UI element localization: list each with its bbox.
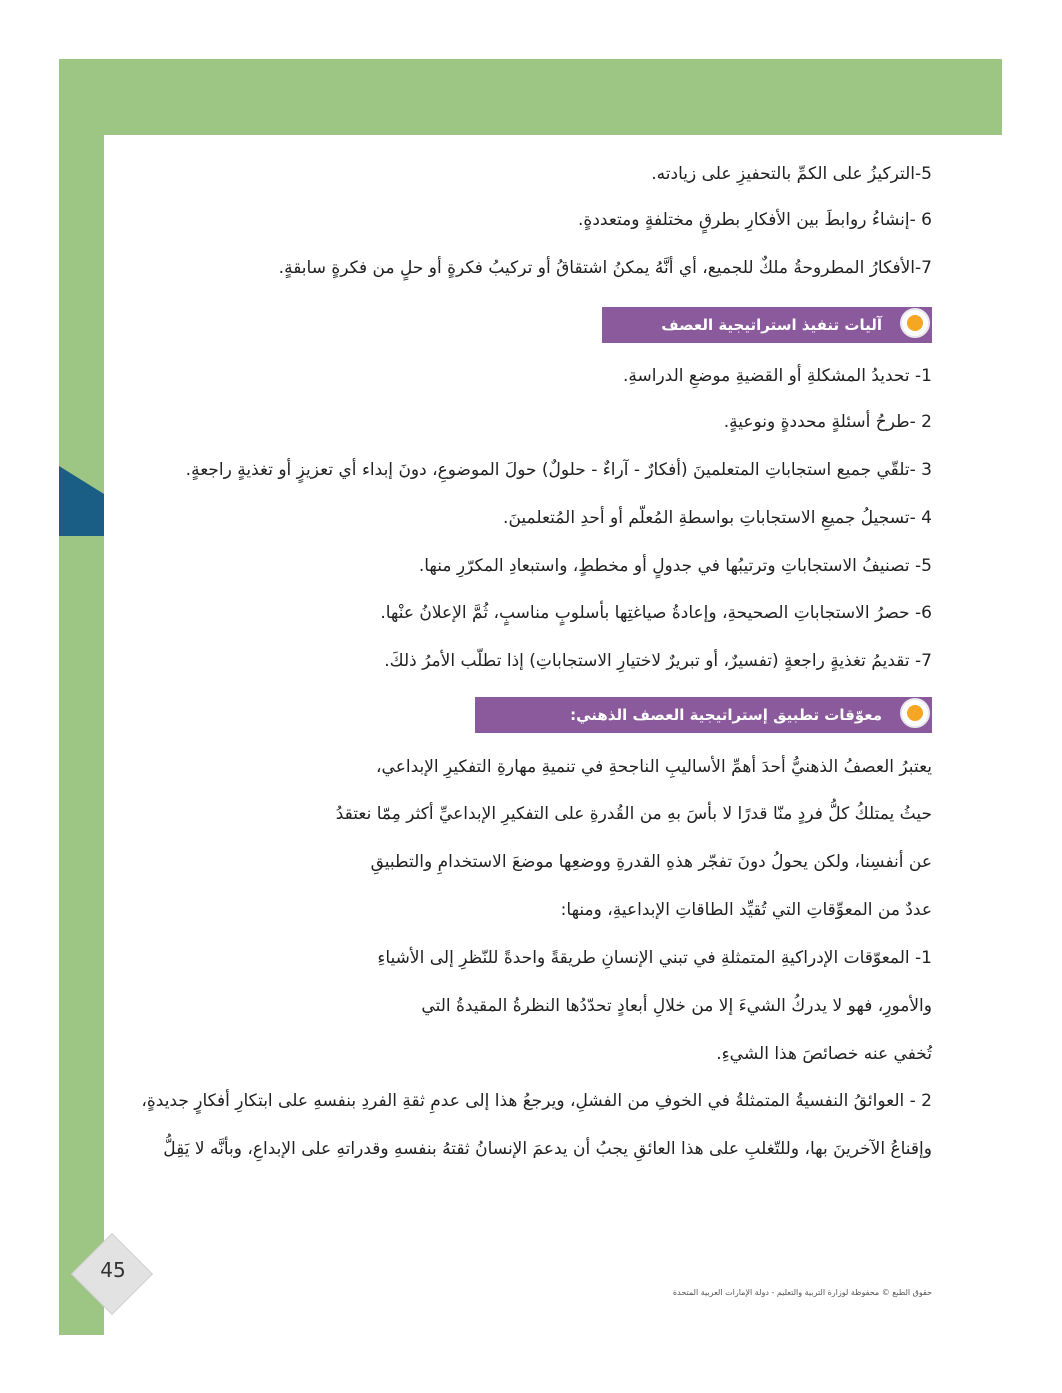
top-green-band: [59, 59, 1002, 135]
section-heading-text: آليات تنفيذ استراتيجية العصف الذهني:: [661, 316, 882, 370]
list-item: 7- تقديمُ تغذيةٍ راجعةٍ (تفسيرٌ، أو تبريرٌ لاختيارِ الاستجاباتِ) إذا تطلّب الأمرُ ذلكَ.: [384, 651, 932, 671]
list-item: 5-التركيزُ على الكمِّ بالتحفيزِ على زيادته.: [651, 164, 932, 184]
paragraph-line: 1- المعوّقات الإدراكيةِ المتمثلةِ في تبني الإنسانِ طريقةً واحدةً للنّظرِ إلى الأشياءِ: [377, 948, 932, 968]
list-item: 3 -تلقّي جميع استجاباتِ المتعلمينَ (أفكارٌ - آراءٌ - حلولٌ) حولَ الموضوعِ، دونَ إبداء أي تعزيزٍ أو تغذيةٍ راجعةٍ.: [185, 460, 932, 480]
copyright-footer: حقوق الطبع © محفوظة لوزارة التربية والتعليم - دولة الإمارات العربية المتحدة: [672, 1288, 932, 1297]
list-item: 6- حصرُ الاستجاباتِ الصحيحةِ، وإعادةُ صياغتِها بأسلوبٍ مناسبٍ، ثُمَّ الإعلانُ عنْها.: [380, 603, 932, 623]
paragraph-line: وإقناعُ الآخرينَ بها، وللتّغلبِ على هذا العائقِ يجبُ أن يدعمَ الإنسانُ ثقتهُ بنفسهِ وقدراتهِ على الإبداعِ، وبأنَّه لا يَقِلُّ: [163, 1139, 932, 1159]
list-item: 4 -تسجيلُ جميعِ الاستجاباتِ بواسطةِ المُعلّم أو أحدِ المُتعلمينَ.: [503, 508, 932, 528]
paragraph-line: تُخفي عنه خصائصَ هذا الشيءِ.: [716, 1044, 932, 1064]
list-item: 1- تحديدُ المشكلةِ أو القضيةِ موضعِ الدراسةِ.: [622, 366, 932, 386]
orange-bullet-icon: [900, 698, 930, 728]
section-heading-mechanisms: [602, 307, 932, 370]
paragraph-line: يعتبرُ العصفُ الذهنيُّ أحدَ أهمِّ الأساليبِ الناجحةِ في تنميةِ مهارةِ التفكيرِ الإبداعي،: [376, 757, 932, 777]
paragraph-line: حيثُ يمتلكُ كلُّ فردٍ منّا قدرًا لا بأسَ بهِ من القُدرةِ على التفكيرِ الإبداعيِّ أكثر مِمّا نعتقدُ: [335, 804, 932, 824]
page-number: 45: [100, 1258, 126, 1282]
side-green-band: [59, 135, 104, 1335]
list-item: 5- تصنيفُ الاستجاباتِ وترتيبُها في جدولٍ أو مخططٍ، واستبعادِ المكرّرِ منها.: [418, 556, 932, 576]
list-item: 7-الأفكارُ المطروحةُ ملكٌ للجميع، أي أنَّهُ يمكنُ اشتقاقُ أو تركيبُ فكرةٍ أو حلٍ من فكرةٍ سابقةٍ.: [278, 258, 932, 278]
section-heading-text: معوّقات تطبيق إستراتيجية العصف الذهني:: [570, 706, 882, 724]
paragraph-line: عن أنفسِنا، ولكن يحولُ دونَ تفجّر هذهِ القدرةِ ووضعِها موضعَ الاستخدامِ والتطبيقِ: [370, 852, 932, 872]
section-heading-obstacles: [475, 697, 932, 733]
list-item: 6 -إنشاءُ روابطَ بين الأفكارِ بطرقٍ مختلفةٍ ومتعددةٍ.: [578, 210, 932, 230]
list-item: 2 -طرحُ أسئلةٍ محددةٍ ونوعيةٍ.: [723, 412, 932, 432]
orange-bullet-icon: [900, 308, 930, 338]
paragraph-line: 2 - العوائقُ النفسيةُ المتمثلةُ في الخوفِ من الفشلِ، ويرجعُ هذا إلى عدمِ ثقةِ الفردِ بنفسهِ على ابتكارِ أفكارٍ جديدةٍ،: [141, 1091, 932, 1111]
paragraph-line: عددٌ من المعوِّقاتِ التي تُقيِّد الطاقاتِ الإبداعيةِ، ومنها:: [560, 900, 932, 920]
paragraph-line: والأمورِ، فهو لا يدركُ الشيءَ إلا من خلالِ أبعادٍ تحدّدُها النظرةُ المقيدةُ التي: [421, 996, 932, 1016]
